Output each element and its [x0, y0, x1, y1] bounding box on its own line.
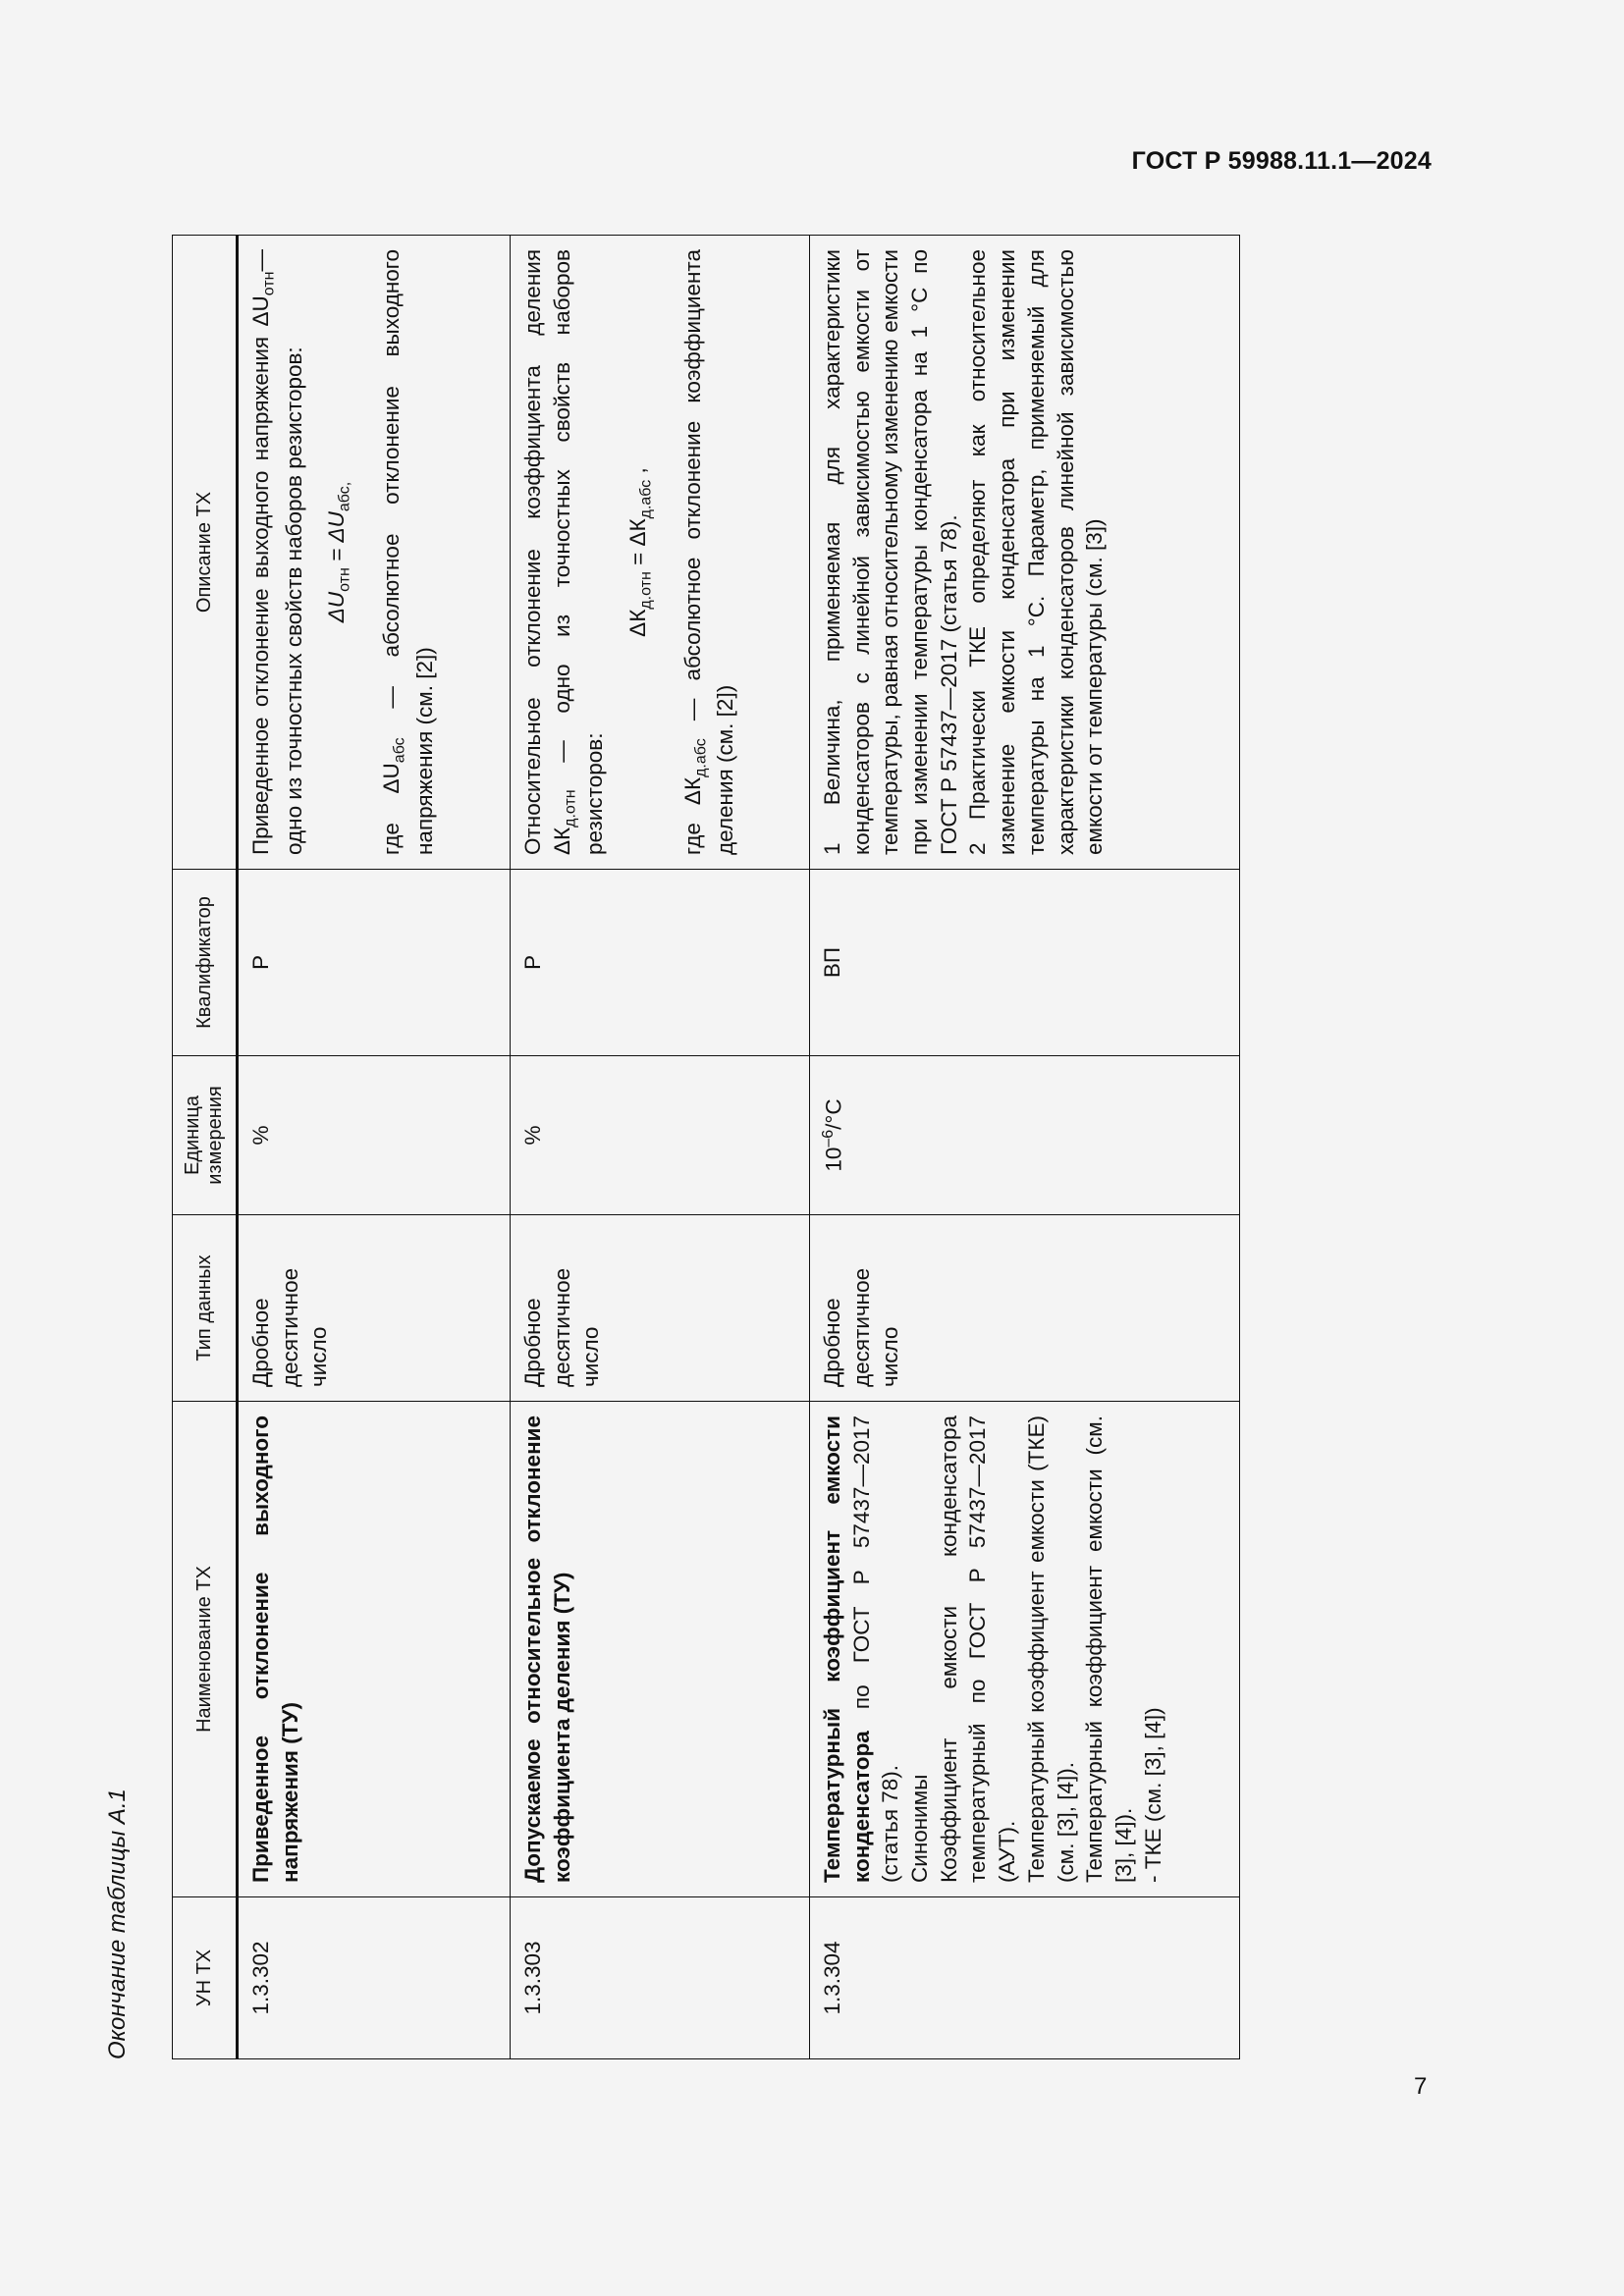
synonym-item: Температурный коэффициент емкости (см. [3], [4]).	[1082, 1415, 1136, 1883]
table-row	[810, 236, 1240, 2059]
description-note: где $\Delta U_{абс}$ — абсолютное отклонение выходного напряжения (см. [2])	[378, 248, 437, 855]
cell-id: 1.3.303	[511, 1897, 810, 2059]
synonym-item: Температурный коэффициент емкости (ТКЕ) (см. [3], [4]).	[1023, 1415, 1078, 1883]
cell-description	[511, 236, 810, 870]
cell-type: Дробное десятичное число	[238, 1215, 511, 1402]
rotated-table-area	[98, 234, 1242, 2059]
cell-id: 1.3.302	[238, 1897, 511, 2059]
table-header-row	[173, 236, 238, 2059]
cell-qualifier: Р	[511, 870, 810, 1056]
description-paragraph: Относительное отклонение коэффициента деления $\Delta К_{д.отн}$ — одно из точностных свойств наборов резисторов:	[520, 249, 608, 855]
synonym-item: - ТКЕ (см. [3], [4])	[1140, 1707, 1165, 1883]
cell-name	[238, 1402, 511, 1897]
cell-unit: %	[511, 1056, 810, 1215]
table-caption: Окончание таблицы А.1	[104, 1789, 131, 2059]
description-note: где $\Delta К_{д.абс}$ — абсолютное отклонение коэффициента деления (см. [2])	[679, 249, 738, 855]
characteristics-table	[172, 235, 1240, 2059]
cell-type: Дробное десятичное число	[810, 1215, 1240, 1402]
cell-name	[810, 1402, 1240, 1897]
cell-unit: $10^{-6}/^\circ С$	[810, 1056, 1240, 1215]
col-header-id: УН ТХ	[173, 1897, 238, 2059]
col-header-type: Тип данных	[173, 1215, 238, 1402]
description-paragraph: 1 Величина, применяемая для характеристики конденсаторов с линейной зависимостью емкости от температуры, равная относительному изменению емкости при изменении температуры конденсатора на 1 °С по ГОСТ Р 57437—2017 (статья 78).	[820, 249, 961, 855]
table-row	[511, 236, 810, 2059]
name-bold: Приведенное отклонение выходного напряжения (ТУ)	[248, 1415, 302, 1883]
col-header-description: Описание ТХ	[173, 236, 238, 870]
table-row	[238, 236, 511, 2059]
cell-type: Дробное десятичное число	[511, 1215, 810, 1402]
document-code: ГОСТ Р 59988.11.1—2024	[1131, 147, 1432, 175]
cell-qualifier: ВП	[810, 870, 1240, 1056]
description-paragraph: 2 Практически ТКЕ определяют как относительное изменение емкости конденсатора при изменении температуры на 1 °С. Параметр, применяемый для характеристики конденсаторов линейной зависимостью емкости от температуры (см. [3])	[965, 249, 1108, 855]
page-number: 7	[1414, 2073, 1428, 2100]
col-header-name: Наименование ТХ	[173, 1402, 238, 1897]
cell-qualifier: Р	[238, 870, 511, 1056]
synonyms-label: Синонимы	[907, 1774, 933, 1883]
cell-description	[810, 236, 1240, 870]
col-header-qualifier: Квалификатор	[173, 870, 238, 1056]
description-paragraph: Приведенное отклонение выходного напряжения $\Delta U_{отн}—$ одно из точностных свойств наборов резисторов:	[248, 249, 306, 855]
cell-description	[238, 236, 511, 870]
cell-name	[511, 1402, 810, 1897]
formula: $\Delta К_{д.отн} = \Delta К_{д.абс}$ ,	[624, 467, 655, 637]
name-bold: Допускаемое относительное отклонение коэффициента деления (ТУ)	[520, 1415, 574, 1883]
formula: $\Delta U_{отн} = \Delta U_{абс,}$	[324, 481, 353, 623]
name-text: Температурный коэффициент емкости конденсатора по ГОСТ Р 57437—2017 (статья 78).	[820, 1415, 903, 1883]
cell-unit: %	[238, 1056, 511, 1215]
col-header-unit: Единица измерения	[173, 1056, 238, 1215]
synonym-item: Коэффициент емкости конденсатора температурный по ГОСТ Р 57437—2017 (АУТ).	[936, 1415, 1020, 1883]
cell-id: 1.3.304	[810, 1897, 1240, 2059]
